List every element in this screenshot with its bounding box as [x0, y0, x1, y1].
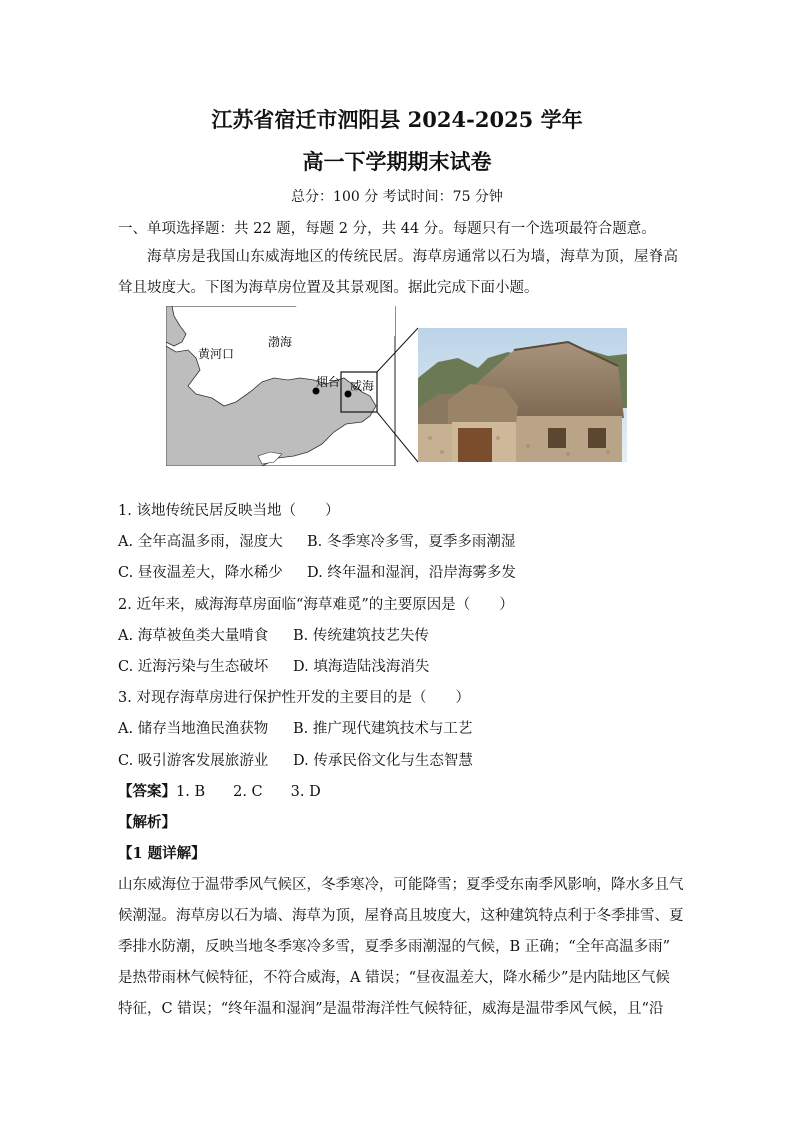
- q3-option-b[interactable]: B. 推广现代建筑技术与工艺: [293, 721, 473, 737]
- page-subtitle: 高一下学期期末试卷: [302, 149, 492, 174]
- answer-1: 1. B: [176, 784, 206, 800]
- q2-option-a[interactable]: A. 海草被鱼类大量啃食: [118, 628, 269, 644]
- q2-option-c[interactable]: C. 近海污染与生态破坏: [118, 659, 269, 675]
- map-label-huanghekou: 黄河口: [198, 347, 235, 361]
- answer-label: 【答案】: [118, 783, 176, 800]
- page-title: 江苏省宿迁市泗阳县 2024-2025 学年: [211, 107, 583, 132]
- question-1-stem: 1. 该地传统民居反映当地（ ）: [118, 503, 340, 519]
- exam-meta: 总分：100 分 考试时间：75 分钟: [291, 189, 503, 205]
- answer-2: 2. C: [233, 784, 263, 800]
- question-3-stem: 3. 对现存海草房进行保护性开发的主要目的是（ ）: [118, 690, 470, 706]
- q1-option-c[interactable]: C. 昼夜温差大，降水稀少: [118, 565, 283, 581]
- detail-line: 候潮湿。海草房以石为墙、海草为顶，屋脊高且坡度大，这种建筑特点利于冬季排雪、夏: [118, 908, 684, 924]
- detail-line: 季排水防潮，反映当地冬季寒冷多雪，夏季多雨潮湿的气候，B 正确；“全年高温多雨”: [118, 939, 671, 955]
- intro-paragraph: 海草房是我国山东威海地区的传统民居。海草房通常以石为墙，海草为顶，屋脊高耸且坡度大。下图为海草房位置及其景观图。据此完成下面小题。: [118, 249, 678, 296]
- q3-option-d[interactable]: D. 传承民俗文化与生态智慧: [293, 753, 473, 769]
- question-2-stem: 2. 近年来，威海海草房面临“海草难觅”的主要原因是（ ）: [118, 597, 514, 613]
- map-label-bohai: 渤海: [268, 335, 293, 349]
- q1-option-b[interactable]: B. 冬季寒冷多雪，夏季多雨潮湿: [307, 534, 516, 550]
- section-heading: 一、单项选择题：共 22 题，每题 2 分，共 44 分。每题只有一个选项最符合题意。: [118, 221, 656, 237]
- map-label-yantai: 烟台: [316, 375, 341, 389]
- detail-line: 特征，C 错误；“终年温和湿润”是温带海洋性气候特征，威海是温带季风气候，且“沿: [118, 1001, 664, 1017]
- q2-option-d[interactable]: D. 填海造陆浅海消失: [293, 659, 430, 675]
- seaweed-house-photo: [418, 328, 627, 462]
- detail-line: 山东威海位于温带季风气候区，冬季寒冷，可能降雪；夏季受东南季风影响，降水多且气: [118, 877, 684, 893]
- detail-line: 是热带雨林气候特征，不符合威海，A 错误；“昼夜温差大，降水稀少”是内陆地区气候: [118, 970, 670, 986]
- map-label-weihai: 威海: [350, 379, 375, 393]
- detail-label: 【1 题详解】: [118, 845, 206, 862]
- answer-row: [118, 780, 321, 801]
- analysis-label: 【解析】: [118, 814, 176, 831]
- answer-3: 3. D: [290, 784, 321, 800]
- q3-option-c[interactable]: C. 吸引游客发展旅游业: [118, 753, 269, 769]
- q3-option-a[interactable]: A. 储存当地渔民渔获物: [118, 721, 269, 737]
- q1-option-a[interactable]: A. 全年高温多雨，湿度大: [118, 534, 283, 550]
- q1-option-d[interactable]: D. 终年温和湿润，沿岸海雾多发: [307, 565, 516, 581]
- q2-option-b[interactable]: B. 传统建筑技艺失传: [293, 628, 429, 644]
